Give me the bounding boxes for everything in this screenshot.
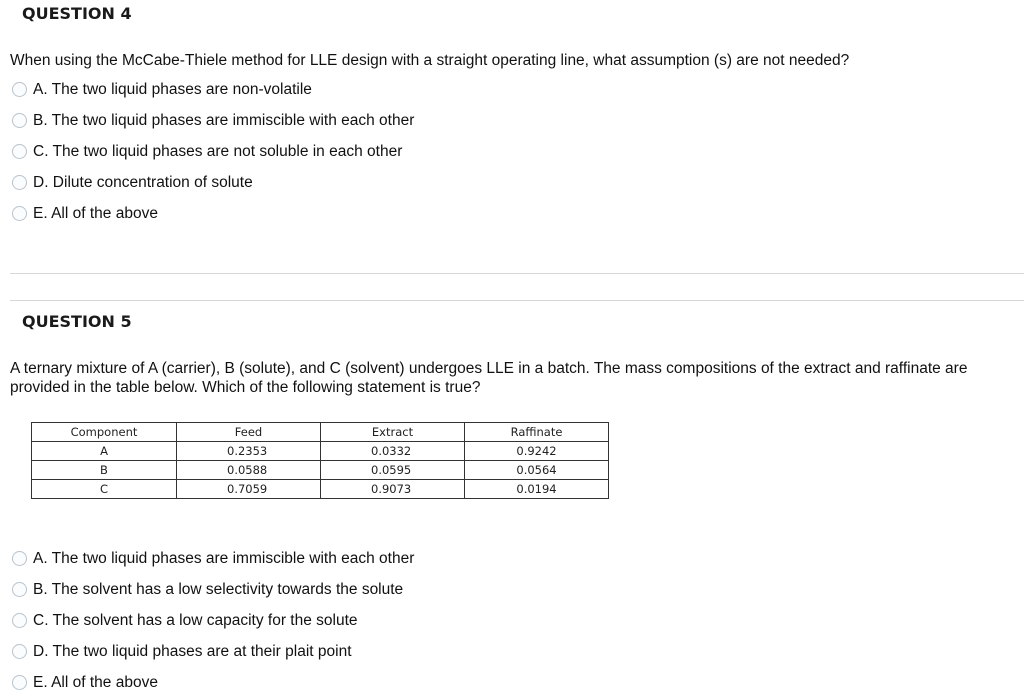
table-cell: 0.2353 xyxy=(177,442,321,461)
option-label: E. All of the above xyxy=(33,673,158,691)
q4-option-e[interactable] xyxy=(12,198,414,229)
option-label: A. The two liquid phases are non-volatile xyxy=(33,80,312,98)
q4-option-c[interactable] xyxy=(12,136,414,167)
q5-option-c[interactable] xyxy=(12,605,414,636)
table-cell: 0.7059 xyxy=(177,480,321,499)
option-label: C. The solvent has a low capacity for the solute xyxy=(33,611,358,629)
radio-button[interactable] xyxy=(12,113,27,128)
table-header: Feed xyxy=(177,423,321,442)
option-label: B. The solvent has a low selectivity towards the solute xyxy=(33,580,404,598)
q4-option-d[interactable] xyxy=(12,167,414,198)
table-row xyxy=(32,461,609,480)
table-cell: A xyxy=(32,442,177,461)
table-cell: B xyxy=(32,461,177,480)
table-row xyxy=(32,480,609,499)
q4-option-a[interactable] xyxy=(12,74,414,105)
q5-option-b[interactable] xyxy=(12,574,414,605)
option-label: B. The two liquid phases are immiscible with each other xyxy=(33,111,415,129)
table-header-row xyxy=(32,423,609,442)
table-row xyxy=(32,442,609,461)
option-label: E. All of the above xyxy=(33,204,158,222)
q5-option-d[interactable] xyxy=(12,636,414,667)
option-label: A. The two liquid phases are immiscible with each other xyxy=(33,549,415,567)
composition-table xyxy=(31,422,609,499)
radio-button[interactable] xyxy=(12,551,27,566)
question-5-options xyxy=(12,543,414,698)
table-cell: 0.9242 xyxy=(465,442,609,461)
question-5-title: QUESTION 5 xyxy=(22,312,132,331)
table-cell: 0.0588 xyxy=(177,461,321,480)
question-4-text: When using the McCabe-Thiele method for LLE design with a straight operating line, what assumption (s) are not needed? xyxy=(10,52,850,69)
radio-button[interactable] xyxy=(12,144,27,159)
table-header: Raffinate xyxy=(465,423,609,442)
option-label: D. The two liquid phases are at their plait point xyxy=(33,642,352,660)
table-cell: 0.0194 xyxy=(465,480,609,499)
table-cell: 0.0595 xyxy=(321,461,465,480)
question-4-title: QUESTION 4 xyxy=(22,4,132,23)
table-header: Component xyxy=(32,423,177,442)
question-5-text: A ternary mixture of A (carrier), B (solute), and C (solvent) undergoes LLE in a batch. The mass compositions of the extract and raffinate are provided in the table below. Which of the following statement is true? xyxy=(10,360,968,396)
question-divider-top xyxy=(10,273,1024,274)
table-cell: 0.0564 xyxy=(465,461,609,480)
table-cell: 0.9073 xyxy=(321,480,465,499)
radio-button[interactable] xyxy=(12,613,27,628)
table-cell: C xyxy=(32,480,177,499)
q5-option-a[interactable] xyxy=(12,543,414,574)
radio-button[interactable] xyxy=(12,82,27,97)
table-cell: 0.0332 xyxy=(321,442,465,461)
option-label: C. The two liquid phases are not soluble in each other xyxy=(33,142,403,160)
radio-button[interactable] xyxy=(12,175,27,190)
radio-button[interactable] xyxy=(12,206,27,221)
table-header: Extract xyxy=(321,423,465,442)
q4-option-b[interactable] xyxy=(12,105,414,136)
radio-button[interactable] xyxy=(12,675,27,690)
q5-option-e[interactable] xyxy=(12,667,414,698)
question-divider-bottom xyxy=(10,300,1024,301)
radio-button[interactable] xyxy=(12,644,27,659)
option-label: D. Dilute concentration of solute xyxy=(33,173,253,191)
question-4-options xyxy=(12,74,414,229)
radio-button[interactable] xyxy=(12,582,27,597)
